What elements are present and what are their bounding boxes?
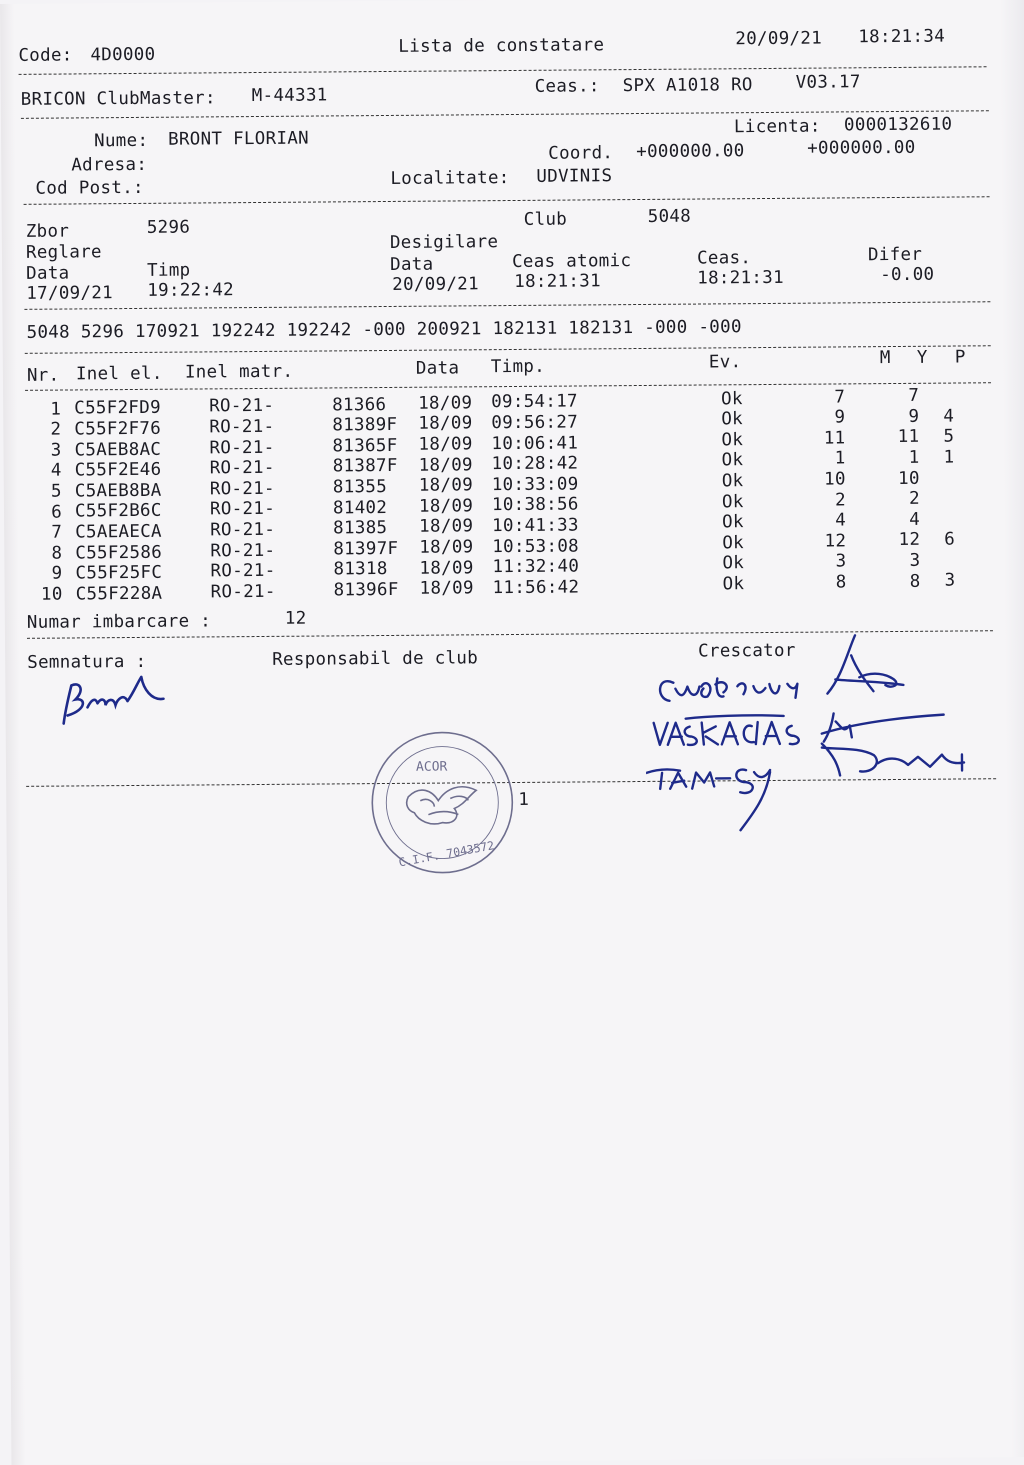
numar-imbarcare-label: Numar imbarcare : bbox=[26, 611, 212, 633]
zbor-value: 5296 bbox=[146, 217, 191, 238]
cell-inel-el: C55F25FC bbox=[75, 563, 163, 584]
cell-m: 9 bbox=[834, 407, 846, 428]
cell-matr: 81385 bbox=[333, 518, 388, 539]
cell-y: 2 bbox=[909, 488, 921, 510]
cell-nr: 5 bbox=[50, 481, 62, 502]
coord-label: Coord. bbox=[548, 143, 614, 164]
licenta-value: 0000132610 bbox=[843, 114, 953, 136]
cell-prefix: RO-21- bbox=[209, 416, 275, 438]
zbor-label: Zbor bbox=[25, 221, 70, 242]
cell-nr: 9 bbox=[51, 563, 63, 584]
code-line: 5048 5296 170921 192242 192242 -000 200921 182131 182131 -000 -000 bbox=[26, 317, 742, 343]
cell-matr: 81318 bbox=[333, 559, 388, 580]
col-header-inel-matr: Inel matr. bbox=[184, 361, 294, 383]
cell-data: 18/09 bbox=[418, 455, 473, 476]
cell-y: 12 bbox=[898, 530, 921, 551]
semnatura-label: Semnatura : bbox=[27, 651, 147, 673]
cell-timp: 09:56:27 bbox=[491, 412, 579, 434]
cell-nr: 4 bbox=[50, 460, 62, 481]
numar-imbarcare-value: 12 bbox=[284, 608, 307, 629]
cell-nr: 2 bbox=[50, 419, 62, 440]
ceas-value: SPX A1018 RO bbox=[622, 75, 753, 97]
cell-m: 11 bbox=[823, 428, 846, 449]
cell-m: 4 bbox=[835, 510, 847, 531]
cell-m: 2 bbox=[835, 490, 847, 511]
nume-value: BRONT FLORIAN bbox=[168, 128, 310, 150]
crescator-label: Crescator bbox=[698, 640, 796, 662]
cell-prefix: RO-21- bbox=[209, 437, 275, 459]
cell-m: 8 bbox=[835, 572, 847, 593]
cell-inel-el: C5AEAECA bbox=[75, 521, 162, 543]
cell-prefix: RO-21- bbox=[209, 458, 275, 479]
cell-data: 18/09 bbox=[418, 475, 474, 497]
cell-data: 18/09 bbox=[419, 537, 474, 558]
cell-ev: Ok bbox=[722, 512, 744, 533]
clubmaster-value: M-44331 bbox=[251, 85, 328, 107]
reglare-timp: 19:22:42 bbox=[147, 280, 235, 301]
cell-data: 18/09 bbox=[419, 558, 474, 579]
cell-y: 3 bbox=[909, 550, 921, 571]
localitate-value: UDVINIS bbox=[536, 166, 613, 187]
cell-timp: 10:38:56 bbox=[491, 494, 579, 516]
cell-y: 7 bbox=[908, 385, 920, 407]
cell-nr: 3 bbox=[50, 440, 62, 461]
cell-matr: 81402 bbox=[332, 497, 388, 518]
cell-p: 3 bbox=[944, 570, 956, 591]
cell-nr: 8 bbox=[51, 543, 63, 564]
cell-y: 8 bbox=[909, 571, 921, 592]
cell-ev: Ok bbox=[722, 574, 745, 595]
club-signatures bbox=[645, 624, 987, 837]
cell-nr: 6 bbox=[51, 502, 63, 523]
cell-matr: 81389F bbox=[332, 415, 398, 436]
desigilare-label: Desigilare bbox=[389, 232, 499, 253]
cell-timp: 10:53:08 bbox=[492, 536, 580, 557]
cell-timp: 10:41:33 bbox=[492, 515, 579, 537]
ceas-atomic-value: 18:21:31 bbox=[514, 271, 601, 292]
cell-inel-el: C5AEB8BA bbox=[74, 480, 162, 502]
coord-y: +000000.00 bbox=[807, 137, 916, 159]
coord-x: +000000.00 bbox=[636, 141, 745, 163]
cell-data: 18/09 bbox=[418, 413, 473, 435]
cell-p: 4 bbox=[943, 406, 955, 427]
cell-ev: Ok bbox=[722, 533, 745, 554]
reglare-label: Reglare bbox=[25, 242, 102, 263]
reglare-data-label: Data bbox=[26, 263, 70, 284]
divider bbox=[25, 382, 991, 391]
adresa-label: Adresa: bbox=[71, 154, 148, 176]
col-header-data: Data bbox=[415, 358, 460, 379]
cell-matr: 81396F bbox=[333, 579, 399, 601]
cell-y: 10 bbox=[898, 468, 920, 489]
cell-m: 1 bbox=[834, 448, 846, 469]
cell-m: 12 bbox=[824, 531, 847, 552]
ceas-value-2: 18:21:31 bbox=[697, 267, 784, 289]
divider bbox=[24, 196, 990, 205]
cell-matr: 81366 bbox=[332, 394, 387, 415]
col-header-y: Y bbox=[916, 347, 928, 368]
cell-matr: 81387F bbox=[332, 456, 398, 477]
firmware-version: V03.17 bbox=[795, 72, 861, 93]
cell-timp: 09:54:17 bbox=[491, 391, 578, 413]
cell-timp: 11:32:40 bbox=[492, 556, 580, 578]
stamp-text: ACOR bbox=[415, 759, 448, 775]
club-value: 5048 bbox=[647, 206, 692, 227]
cell-data: 18/09 bbox=[418, 434, 473, 455]
reglare-timp-label: Timp bbox=[147, 260, 191, 281]
ceas-label: Ceas.: bbox=[534, 76, 600, 97]
cell-inel-el: C5AEB8AC bbox=[74, 439, 162, 461]
divider bbox=[25, 345, 991, 354]
cod-post-label: Cod Post.: bbox=[35, 177, 144, 199]
col-header-timp: Timp. bbox=[490, 356, 546, 378]
cell-ev: Ok bbox=[721, 388, 743, 409]
col-header-ev: Ev. bbox=[708, 352, 742, 373]
cell-p: 1 bbox=[943, 447, 955, 468]
cell-y: 1 bbox=[908, 447, 920, 468]
cell-timp: 10:06:41 bbox=[491, 433, 579, 454]
cell-inel-el: C55F2FD9 bbox=[74, 398, 161, 419]
cell-nr: 7 bbox=[51, 522, 63, 543]
cell-prefix: RO-21- bbox=[210, 540, 276, 562]
club-stamp bbox=[368, 730, 519, 879]
cell-timp: 10:33:09 bbox=[491, 474, 579, 495]
cell-matr: 81365F bbox=[332, 435, 398, 457]
header-date: 20/09/21 bbox=[735, 28, 823, 50]
cell-ev: Ok bbox=[721, 491, 744, 512]
cell-m: 3 bbox=[835, 551, 847, 572]
cell-ev: Ok bbox=[721, 409, 744, 430]
code-label: Code: bbox=[18, 45, 73, 66]
desig-data: 20/09/21 bbox=[392, 274, 479, 295]
reglare-data: 17/09/21 bbox=[26, 283, 114, 304]
cell-data: 18/09 bbox=[419, 578, 474, 600]
cell-matr: 81397F bbox=[333, 538, 399, 560]
cell-nr: 10 bbox=[40, 584, 63, 605]
cell-ev: Ok bbox=[721, 430, 744, 451]
nume-label: Nume: bbox=[94, 130, 149, 152]
header-time: 18:21:34 bbox=[858, 26, 946, 48]
desig-data-label: Data bbox=[389, 254, 434, 275]
cell-y: 9 bbox=[908, 406, 920, 427]
col-header-inel-el: Inel el. bbox=[75, 363, 163, 385]
cell-matr: 81355 bbox=[332, 476, 388, 498]
cell-ev: Ok bbox=[722, 553, 745, 574]
divider bbox=[24, 301, 990, 310]
cell-prefix: RO-21- bbox=[210, 581, 276, 603]
club-label: Club bbox=[523, 209, 568, 230]
cell-p: 6 bbox=[944, 529, 956, 550]
cell-data: 18/09 bbox=[419, 516, 474, 538]
licenta-label: Licenta: bbox=[733, 116, 821, 138]
cell-prefix: RO-21- bbox=[210, 561, 276, 582]
cell-ev: Ok bbox=[721, 471, 744, 492]
cell-p: 5 bbox=[943, 426, 955, 447]
cell-y: 11 bbox=[897, 427, 920, 448]
difer-label: Difer bbox=[867, 244, 923, 266]
page-number: 1 bbox=[518, 789, 530, 810]
cell-prefix: RO-21- bbox=[209, 478, 275, 500]
ceas-atomic-label: Ceas atomic bbox=[511, 251, 632, 273]
cell-timp: 10:28:42 bbox=[491, 453, 579, 475]
cell-data: 18/09 bbox=[418, 393, 473, 414]
cell-nr: 1 bbox=[50, 399, 62, 420]
cell-timp: 11:56:42 bbox=[492, 577, 580, 598]
document-title: Lista de constatare bbox=[398, 35, 605, 57]
localitate-label: Localitate: bbox=[390, 168, 510, 189]
cell-inel-el: C55F2F76 bbox=[74, 418, 162, 440]
code-value: 4D0000 bbox=[90, 44, 156, 66]
cell-prefix: RO-21- bbox=[209, 499, 276, 520]
cell-y: 4 bbox=[909, 509, 921, 530]
cell-inel-el: C55F228A bbox=[75, 583, 163, 605]
clubmaster-label: BRICON ClubMaster: bbox=[20, 88, 216, 110]
stamp-cif: C.I.F. 7043572 bbox=[397, 838, 496, 870]
col-header-m: M bbox=[879, 348, 891, 369]
responsabil-label: Responsabil de club bbox=[272, 648, 479, 670]
difer-value: -0.00 bbox=[880, 264, 935, 286]
cell-prefix: RO-21- bbox=[210, 519, 276, 541]
breeder-signature bbox=[51, 663, 182, 734]
cell-ev: Ok bbox=[721, 450, 744, 471]
cell-prefix: RO-21- bbox=[209, 396, 275, 417]
cell-inel-el: C55F2B6C bbox=[74, 501, 162, 522]
cell-m: 7 bbox=[834, 387, 846, 408]
col-header-nr: Nr. bbox=[26, 365, 60, 386]
cell-data: 18/09 bbox=[418, 496, 474, 517]
cell-inel-el: C55F2E46 bbox=[74, 460, 162, 481]
cell-inel-el: C55F2586 bbox=[75, 542, 163, 564]
ceas-label-2: Ceas. bbox=[696, 248, 752, 269]
cell-m: 10 bbox=[824, 469, 846, 490]
col-header-p: P bbox=[954, 347, 966, 368]
